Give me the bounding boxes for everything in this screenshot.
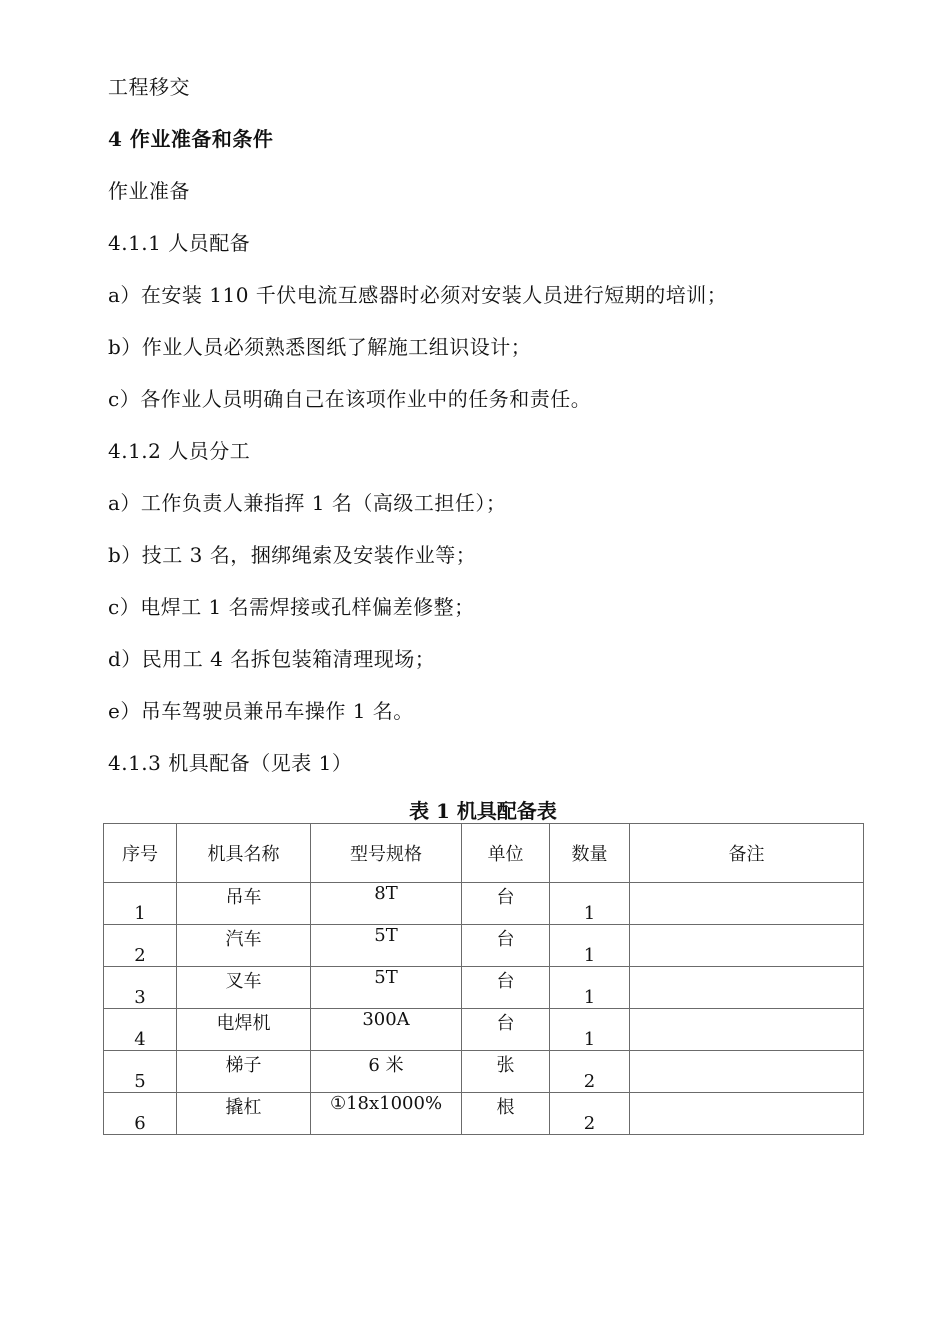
- table-row: [104, 1093, 864, 1135]
- subheading-work-preparation: 作业准备: [108, 179, 190, 203]
- list-item-a: a）在安装 110 千伏电流互感器时必须对安装人员进行短期的培训；: [108, 283, 728, 307]
- list-item-c2: c）电焊工 1 名需焊接或孔样偏差修整；: [108, 595, 475, 619]
- cell-unit: 台: [462, 1009, 550, 1051]
- table-row: [104, 883, 864, 925]
- cell-qty: 1: [550, 883, 630, 925]
- cell-qty: 1: [550, 925, 630, 967]
- header-model: 型号规格: [311, 824, 462, 883]
- list-item-b: b）作业人员必须熟悉图纸了解施工组识设计；: [108, 335, 532, 359]
- cell-qty: 2: [550, 1093, 630, 1135]
- cell-note: [630, 967, 864, 1009]
- cell-model: 6 米: [311, 1051, 462, 1093]
- cell-no: 2: [104, 925, 177, 967]
- header-no: 序号: [104, 824, 177, 883]
- cell-unit: 根: [462, 1093, 550, 1135]
- heading-4-1-3: 4.1.3 机具配备（见表 1）: [108, 751, 353, 775]
- cell-no: 3: [104, 967, 177, 1009]
- cell-unit: 台: [462, 925, 550, 967]
- cell-name: 叉车: [177, 967, 311, 1009]
- cell-no: 4: [104, 1009, 177, 1051]
- cell-model: ①18x1000%: [311, 1093, 462, 1135]
- cell-unit: 台: [462, 883, 550, 925]
- header-note: 备注: [630, 824, 864, 883]
- list-item-c: c）各作业人员明确自己在该项作业中的任务和责任。: [108, 387, 592, 411]
- cell-name: 撬杠: [177, 1093, 311, 1135]
- table-header-row: [104, 824, 864, 883]
- cell-name: 梯子: [177, 1051, 311, 1093]
- cell-qty: 1: [550, 1009, 630, 1051]
- cell-model: 5T: [311, 967, 462, 1009]
- cell-no: 6: [104, 1093, 177, 1135]
- header-qty: 数量: [550, 824, 630, 883]
- equipment-table: [103, 823, 864, 1135]
- section-heading-4: 4 作业准备和条件: [108, 127, 274, 151]
- cell-no: 5: [104, 1051, 177, 1093]
- paragraph-project-handover: 工程移交: [108, 75, 190, 99]
- table-row: [104, 967, 864, 1009]
- cell-note: [630, 1009, 864, 1051]
- cell-qty: 2: [550, 1051, 630, 1093]
- cell-note: [630, 1093, 864, 1135]
- header-unit: 单位: [462, 824, 550, 883]
- cell-model: 5T: [311, 925, 462, 967]
- cell-model: 300A: [311, 1009, 462, 1051]
- cell-qty: 1: [550, 967, 630, 1009]
- header-name: 机具名称: [177, 824, 311, 883]
- cell-unit: 台: [462, 967, 550, 1009]
- cell-note: [630, 883, 864, 925]
- cell-name: 电焊机: [177, 1009, 311, 1051]
- list-item-d2: d）民用工 4 名拆包装箱清理现场；: [108, 647, 436, 671]
- cell-name: 汽车: [177, 925, 311, 967]
- cell-unit: 张: [462, 1051, 550, 1093]
- cell-no: 1: [104, 883, 177, 925]
- table-row: [104, 1051, 864, 1093]
- cell-model: 8T: [311, 883, 462, 925]
- table-row: [104, 925, 864, 967]
- heading-4-1-2: 4.1.2 人员分工: [108, 439, 251, 463]
- cell-note: [630, 925, 864, 967]
- heading-4-1-1: 4.1.1 人员配备: [108, 231, 251, 255]
- cell-name: 吊车: [177, 883, 311, 925]
- list-item-b2: b）技工 3 名，捆绑绳索及安装作业等；: [108, 543, 477, 567]
- list-item-a2: a）工作负责人兼指挥 1 名（高级工担任）；: [108, 491, 507, 515]
- list-item-e2: e）吊车驾驶员兼吊车操作 1 名。: [108, 699, 414, 723]
- table-row: [104, 1009, 864, 1051]
- cell-note: [630, 1051, 864, 1093]
- table-title: 表 1 机具配备表: [409, 799, 557, 823]
